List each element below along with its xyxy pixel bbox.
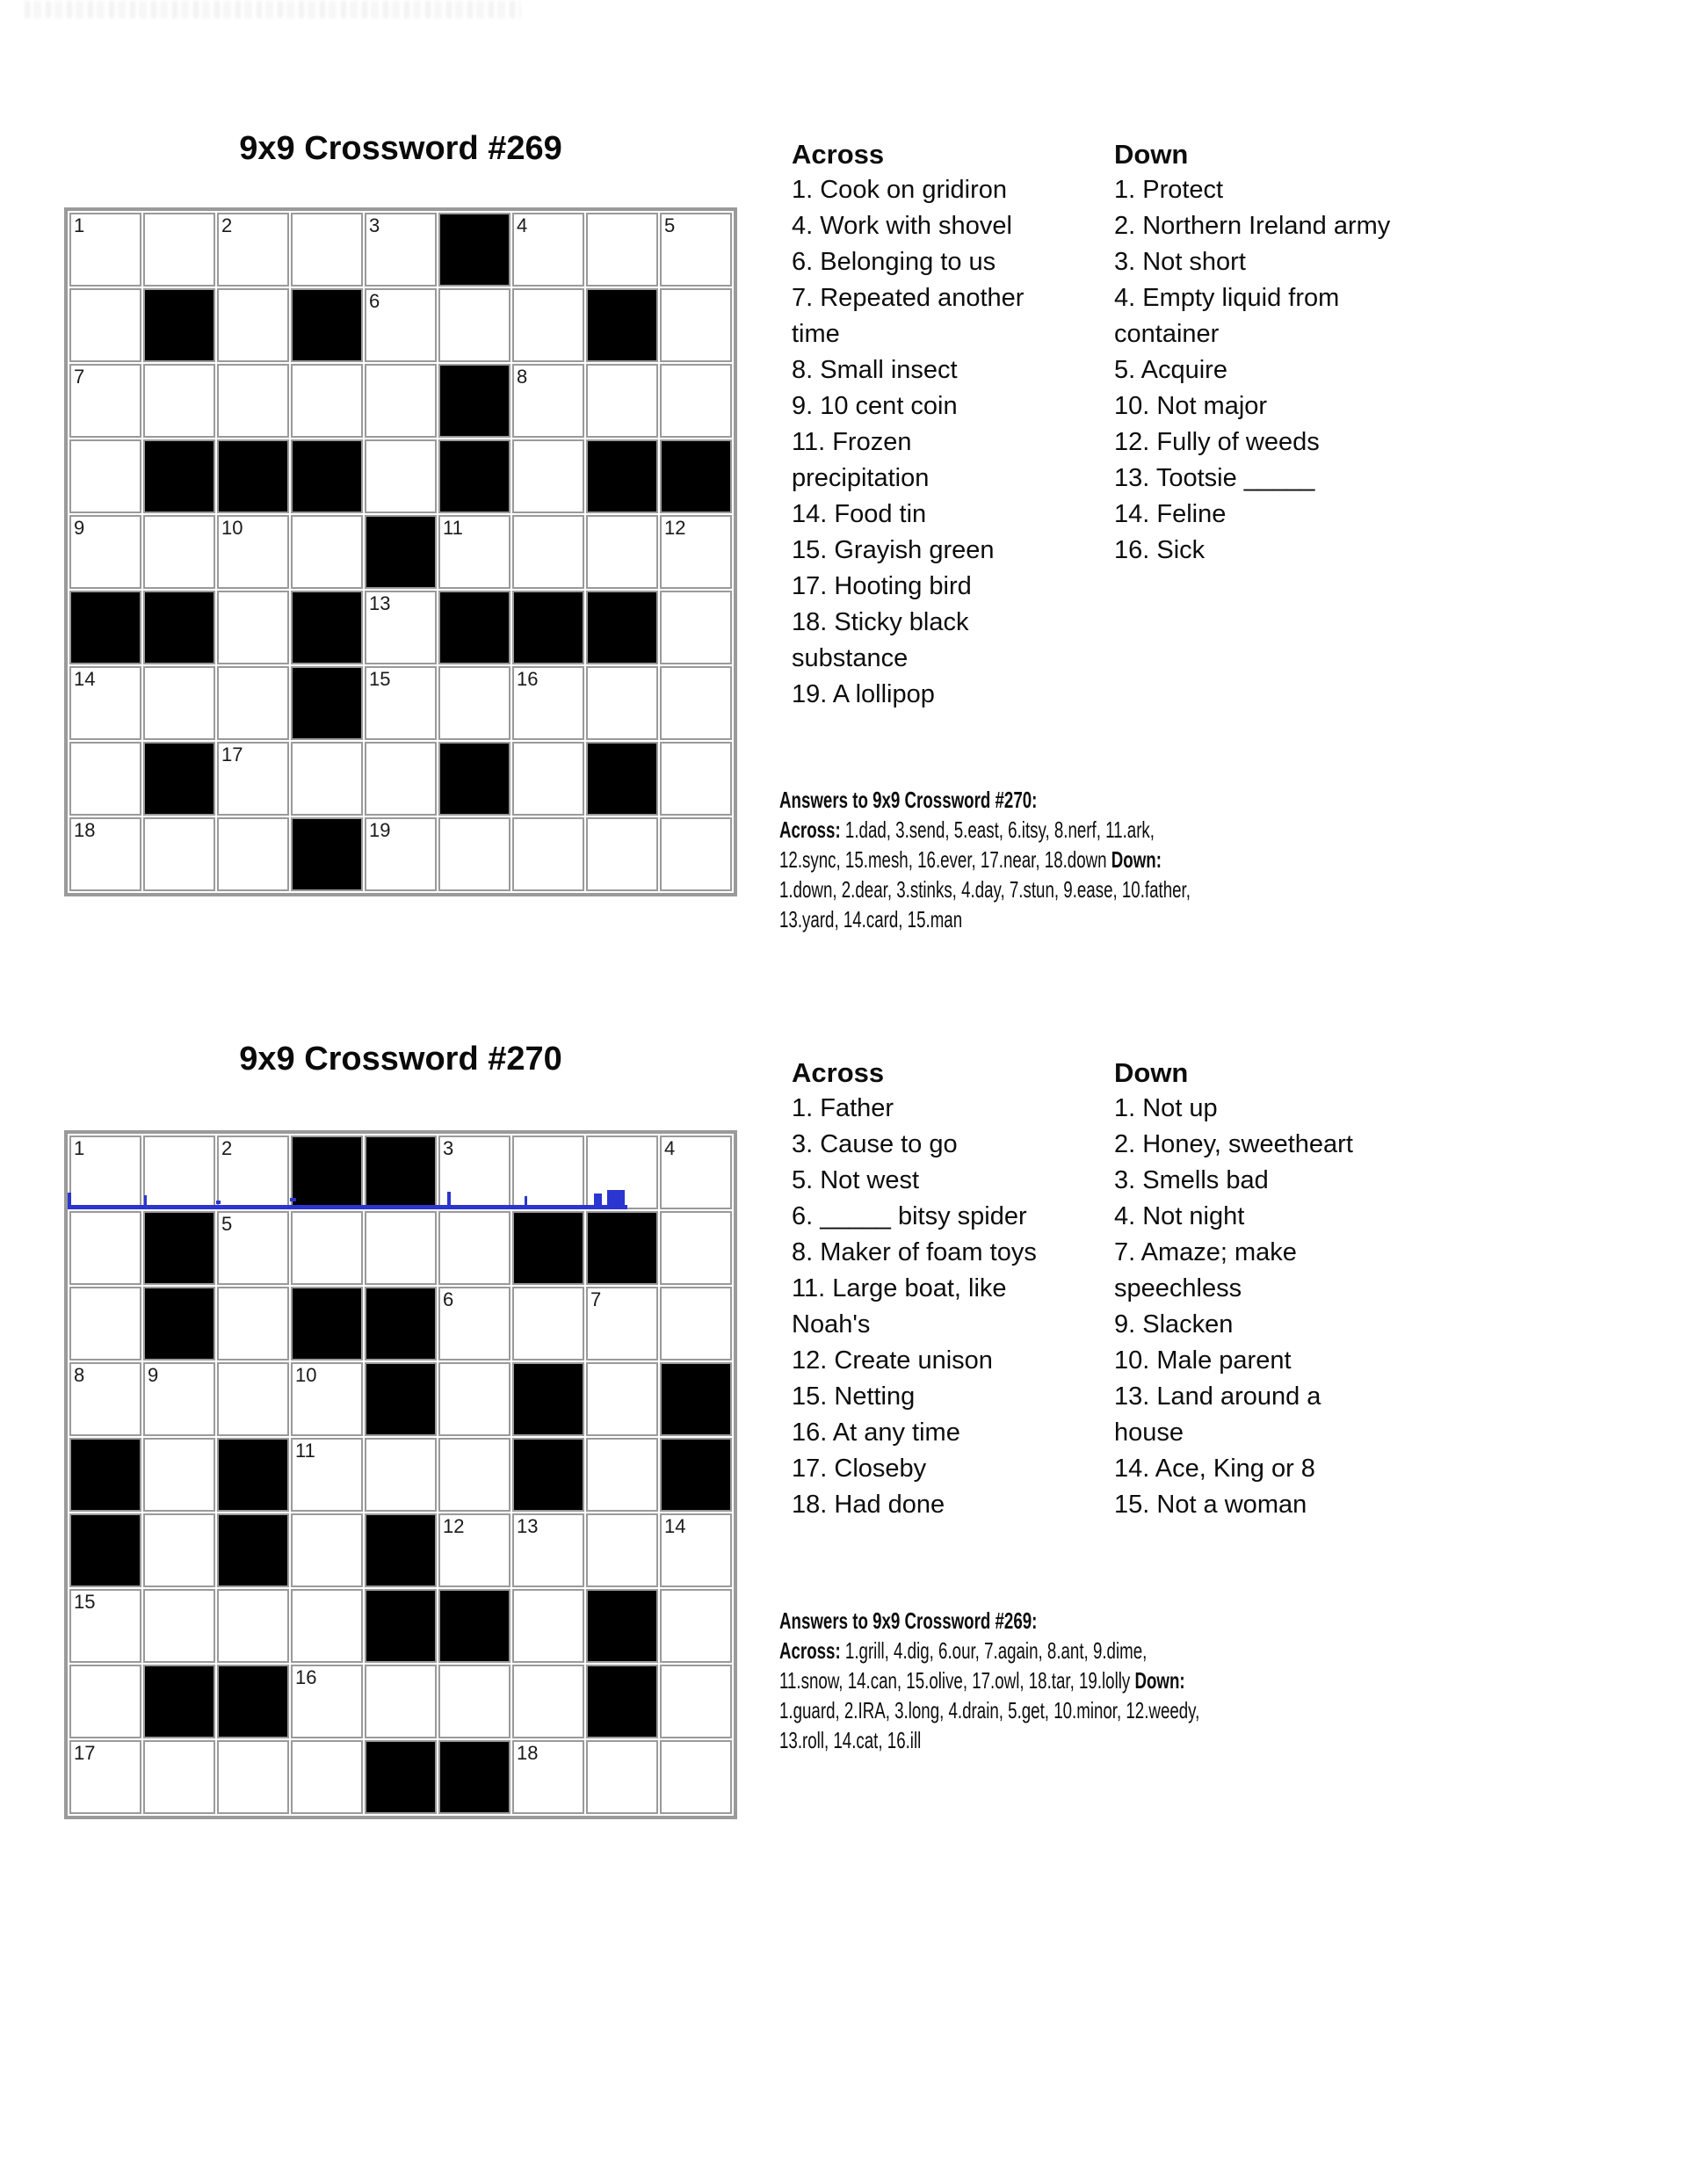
grid-cell bbox=[143, 1136, 215, 1209]
grid-cell bbox=[291, 1513, 363, 1587]
grid-cell bbox=[291, 515, 363, 589]
grid-cell-black bbox=[217, 439, 289, 513]
grid-cell bbox=[217, 742, 289, 816]
grid-cell bbox=[217, 1136, 289, 1209]
grid-cell-black bbox=[586, 742, 658, 816]
cell-number: 14 bbox=[74, 668, 96, 690]
grid-cell bbox=[512, 364, 584, 438]
cell-number: 13 bbox=[517, 1515, 539, 1537]
grid-cell bbox=[143, 1740, 215, 1814]
clue-line: 9. 10 cent coin bbox=[792, 392, 958, 420]
clue-line: 7. Amaze; make bbox=[1114, 1238, 1297, 1266]
cell-number: 3 bbox=[369, 214, 380, 236]
cell-number: 2 bbox=[221, 1137, 233, 1159]
grid-cell-black bbox=[291, 591, 363, 664]
grid-cell bbox=[660, 364, 732, 438]
grid-cell-black bbox=[69, 1438, 141, 1512]
grid-cell bbox=[586, 1287, 658, 1360]
puzzle-270-across-clues bbox=[792, 1055, 1037, 1523]
clue-line: 8. Maker of foam toys bbox=[792, 1238, 1037, 1266]
grid-cell bbox=[217, 1362, 289, 1436]
hyperlink-artifact-mark bbox=[594, 1194, 602, 1205]
cell-number: 15 bbox=[74, 1591, 96, 1613]
grid-cell bbox=[69, 213, 141, 287]
clue-line: 11. Large boat, like bbox=[792, 1274, 1007, 1302]
cell-number: 8 bbox=[74, 1364, 85, 1386]
grid-cell bbox=[69, 1665, 141, 1738]
puzzle-270-title: 9x9 Crossword #270 bbox=[239, 1041, 562, 1077]
clue-line: 5. Not west bbox=[792, 1166, 920, 1194]
grid-cell-black bbox=[143, 439, 215, 513]
cell-number: 10 bbox=[295, 1364, 317, 1386]
grid-cell bbox=[365, 1665, 437, 1738]
grid-cell bbox=[69, 364, 141, 438]
cell-number: 13 bbox=[369, 592, 391, 614]
answer-line: 13.roll, 14.cat, 16.ill bbox=[779, 1727, 922, 1753]
grid-cell-black bbox=[291, 666, 363, 740]
grid-cell bbox=[512, 1136, 584, 1209]
grid-cell bbox=[586, 364, 658, 438]
grid-cell bbox=[512, 213, 584, 287]
grid-cell-black bbox=[143, 591, 215, 664]
grid-cell bbox=[365, 742, 437, 816]
clue-line: 3. Cause to go bbox=[792, 1130, 958, 1158]
grid-cell-black bbox=[365, 1136, 437, 1209]
grid-cell-black bbox=[143, 1211, 215, 1285]
clue-line: time bbox=[792, 320, 840, 348]
grid-cell-black bbox=[291, 1136, 363, 1209]
grid-cell bbox=[586, 817, 658, 891]
clue-line: 18. Had done bbox=[792, 1491, 945, 1519]
grid-cell bbox=[438, 515, 510, 589]
grid-cell-black bbox=[586, 591, 658, 664]
clue-line: 15. Netting bbox=[792, 1382, 916, 1411]
grid-cell bbox=[143, 1513, 215, 1587]
grid-cell bbox=[291, 364, 363, 438]
hyperlink-artifact-mark bbox=[216, 1201, 221, 1204]
grid-cell bbox=[438, 1438, 510, 1512]
clue-line: 1. Father bbox=[792, 1094, 894, 1122]
cell-number: 2 bbox=[221, 214, 233, 236]
hyperlink-artifact-mark bbox=[447, 1192, 451, 1205]
cell-number: 8 bbox=[517, 366, 528, 388]
grid-cell bbox=[660, 1513, 732, 1587]
crossword-grid-270 bbox=[64, 1130, 737, 1819]
cell-number: 4 bbox=[664, 1137, 676, 1159]
clue-line: speechless bbox=[1114, 1274, 1242, 1302]
grid-cell bbox=[217, 666, 289, 740]
grid-cell bbox=[512, 288, 584, 362]
grid-cell-black bbox=[69, 591, 141, 664]
grid-cell bbox=[291, 742, 363, 816]
cell-number: 17 bbox=[221, 744, 243, 765]
cell-number: 6 bbox=[369, 290, 380, 312]
cell-number: 16 bbox=[295, 1666, 317, 1688]
grid-cell bbox=[660, 1740, 732, 1814]
cell-number: 7 bbox=[590, 1288, 602, 1310]
hyperlink-artifact-mark bbox=[607, 1190, 625, 1205]
grid-cell bbox=[217, 817, 289, 891]
grid-cell bbox=[660, 817, 732, 891]
grid-cell bbox=[217, 1589, 289, 1663]
grid-cell-black bbox=[143, 742, 215, 816]
grid-cell bbox=[660, 1287, 732, 1360]
grid-cell-black bbox=[143, 1665, 215, 1738]
page-top-scan-noise bbox=[25, 1, 521, 18]
answer-line: Across: 1.grill, 4.dig, 6.our, 7.again, 8.ant, 9.dime, bbox=[779, 1637, 1148, 1664]
clue-line: 10. Not major bbox=[1114, 392, 1268, 420]
grid-cell bbox=[586, 666, 658, 740]
grid-cell bbox=[365, 213, 437, 287]
puzzle-270-down-clues bbox=[1114, 1055, 1353, 1523]
grid-cell bbox=[660, 1589, 732, 1663]
cell-number: 1 bbox=[74, 1137, 85, 1159]
answers-to-269-block bbox=[779, 1606, 1363, 1755]
grid-cell bbox=[217, 364, 289, 438]
clue-line: 13. Land around a bbox=[1114, 1382, 1321, 1411]
grid-cell bbox=[69, 666, 141, 740]
clue-line: 4. Not night bbox=[1114, 1202, 1245, 1230]
grid-cell bbox=[660, 742, 732, 816]
grid-cell bbox=[438, 817, 510, 891]
grid-cell bbox=[512, 515, 584, 589]
answer-line: 1.guard, 2.IRA, 3.long, 4.drain, 5.get, 10.minor, 12.weedy, bbox=[779, 1697, 1200, 1723]
answer-line: Answers to 9x9 Crossword #269: bbox=[779, 1607, 1038, 1634]
grid-cell bbox=[586, 515, 658, 589]
grid-cell bbox=[69, 817, 141, 891]
grid-cell bbox=[365, 666, 437, 740]
clue-line: 4. Empty liquid from bbox=[1114, 284, 1340, 312]
clue-line: precipitation bbox=[792, 464, 930, 492]
answer-line: 1.down, 2.dear, 3.stinks, 4.day, 7.stun, 9.ease, 10.father, bbox=[779, 876, 1191, 903]
cell-number: 5 bbox=[221, 1213, 233, 1235]
grid-cell bbox=[291, 1589, 363, 1663]
grid-cell-black bbox=[69, 1513, 141, 1587]
grid-cell-black bbox=[660, 439, 732, 513]
grid-cell-black bbox=[438, 1740, 510, 1814]
grid-cell-black bbox=[365, 515, 437, 589]
grid-cell bbox=[660, 288, 732, 362]
grid-cell bbox=[512, 1513, 584, 1587]
across-header: Across bbox=[792, 139, 885, 170]
cell-number: 7 bbox=[74, 366, 85, 388]
grid-cell bbox=[660, 1211, 732, 1285]
clue-line: 10. Male parent bbox=[1114, 1346, 1292, 1375]
grid-cell-black bbox=[660, 1362, 732, 1436]
grid-cell-black bbox=[586, 1589, 658, 1663]
clue-line: 14. Feline bbox=[1114, 500, 1227, 528]
grid-cell bbox=[143, 1438, 215, 1512]
grid-cell-black bbox=[586, 439, 658, 513]
clue-line: 1. Cook on gridiron bbox=[792, 176, 1008, 204]
grid-cell bbox=[69, 1136, 141, 1209]
grid-cell bbox=[660, 1665, 732, 1738]
grid-cell-black bbox=[291, 1287, 363, 1360]
grid-cell bbox=[512, 1287, 584, 1360]
grid-cell-black bbox=[512, 1438, 584, 1512]
grid-cell bbox=[586, 213, 658, 287]
grid-cell-black bbox=[217, 1438, 289, 1512]
cell-number: 12 bbox=[664, 517, 686, 539]
puzzle-269-down-clues bbox=[1114, 136, 1390, 569]
grid-cell bbox=[512, 817, 584, 891]
cell-number: 9 bbox=[74, 517, 85, 539]
clue-line: 5. Acquire bbox=[1114, 356, 1227, 384]
grid-cell-black bbox=[438, 364, 510, 438]
grid-cell bbox=[217, 213, 289, 287]
grid-cell bbox=[512, 1665, 584, 1738]
grid-cell-black bbox=[586, 1211, 658, 1285]
cell-number: 5 bbox=[664, 214, 676, 236]
grid-cell-black bbox=[291, 439, 363, 513]
grid-cell bbox=[438, 1211, 510, 1285]
grid-cell-black bbox=[365, 1589, 437, 1663]
grid-cell bbox=[69, 1740, 141, 1814]
grid-cell bbox=[365, 591, 437, 664]
answer-line: 12.sync, 15.mesh, 16.ever, 17.near, 18.down Down: bbox=[779, 846, 1162, 873]
grid-cell bbox=[217, 515, 289, 589]
grid-cell bbox=[438, 288, 510, 362]
grid-cell bbox=[217, 288, 289, 362]
grid-cell bbox=[512, 1589, 584, 1663]
grid-cell bbox=[438, 666, 510, 740]
grid-cell bbox=[438, 1665, 510, 1738]
grid-cell bbox=[365, 364, 437, 438]
answer-line: Across: 1.dad, 3.send, 5.east, 6.itsy, 8.nerf, 11.ark, bbox=[779, 816, 1155, 843]
grid-cell bbox=[143, 1589, 215, 1663]
grid-cell bbox=[217, 1287, 289, 1360]
grid-cell bbox=[512, 439, 584, 513]
grid-cell bbox=[660, 666, 732, 740]
cell-number: 11 bbox=[295, 1440, 315, 1462]
clue-line: house bbox=[1114, 1419, 1184, 1447]
grid-cell bbox=[660, 591, 732, 664]
clue-line: 16. Sick bbox=[1114, 536, 1206, 564]
cell-number: 17 bbox=[74, 1742, 96, 1764]
grid-cell-black bbox=[365, 1740, 437, 1814]
grid-cell-black bbox=[438, 213, 510, 287]
clue-line: 17. Hooting bird bbox=[792, 572, 972, 600]
puzzle-269-title: 9x9 Crossword #269 bbox=[239, 130, 562, 167]
grid-cell-black bbox=[291, 288, 363, 362]
across-header: Across bbox=[792, 1057, 885, 1088]
cell-number: 14 bbox=[664, 1515, 686, 1537]
grid-cell-black bbox=[365, 1513, 437, 1587]
grid-cell bbox=[365, 1438, 437, 1512]
grid-cell bbox=[586, 1438, 658, 1512]
clue-line: container bbox=[1114, 320, 1220, 348]
grid-cell-black bbox=[291, 817, 363, 891]
hyperlink-artifact-mark bbox=[290, 1198, 296, 1201]
grid-cell bbox=[291, 1438, 363, 1512]
grid-cell bbox=[69, 1211, 141, 1285]
grid-cell bbox=[217, 1211, 289, 1285]
grid-cell-black bbox=[143, 288, 215, 362]
grid-cell bbox=[291, 1362, 363, 1436]
grid-cell bbox=[291, 1665, 363, 1738]
cell-number: 10 bbox=[221, 517, 243, 539]
grid-cell bbox=[365, 439, 437, 513]
clue-line: 14. Food tin bbox=[792, 500, 927, 528]
clue-line: 11. Frozen bbox=[792, 428, 912, 456]
answer-line: Answers to 9x9 Crossword #270: bbox=[779, 787, 1038, 813]
grid-cell bbox=[143, 666, 215, 740]
grid-cell bbox=[69, 439, 141, 513]
clue-line: 15. Grayish green bbox=[792, 536, 995, 564]
grid-cell bbox=[586, 1362, 658, 1436]
grid-cell bbox=[438, 1287, 510, 1360]
grid-cell-black bbox=[365, 1362, 437, 1436]
clue-line: 1. Not up bbox=[1114, 1094, 1218, 1122]
cell-number: 15 bbox=[369, 668, 391, 690]
grid-cell bbox=[143, 1362, 215, 1436]
grid-cell-black bbox=[586, 1665, 658, 1738]
clue-line: Noah's bbox=[792, 1310, 871, 1339]
grid-cell-black bbox=[217, 1513, 289, 1587]
grid-cell bbox=[365, 1211, 437, 1285]
clue-line: 2. Honey, sweetheart bbox=[1114, 1130, 1353, 1158]
clue-line: 12. Fully of weeds bbox=[1114, 428, 1320, 456]
clue-line: 1. Protect bbox=[1114, 176, 1224, 204]
clue-line: 3. Not short bbox=[1114, 248, 1246, 276]
cell-number: 18 bbox=[74, 819, 96, 841]
clue-line: 12. Create unison bbox=[792, 1346, 993, 1375]
clue-line: 15. Not a woman bbox=[1114, 1491, 1307, 1519]
puzzle-269-across-clues bbox=[792, 136, 1024, 713]
answer-line: 11.snow, 14.can, 15.olive, 17.owl, 18.tar, 19.lolly Down: bbox=[779, 1667, 1185, 1694]
grid-cell bbox=[143, 364, 215, 438]
clue-line: 6. _____ bitsy spider bbox=[792, 1202, 1027, 1230]
clue-line: 16. At any time bbox=[792, 1419, 960, 1447]
clue-line: 14. Ace, King or 8 bbox=[1114, 1455, 1315, 1483]
grid-cell bbox=[512, 1740, 584, 1814]
cell-number: 6 bbox=[443, 1288, 454, 1310]
grid-cell bbox=[291, 1211, 363, 1285]
grid-cell bbox=[438, 1513, 510, 1587]
grid-cell bbox=[586, 1740, 658, 1814]
cell-number: 1 bbox=[74, 214, 85, 236]
grid-cell-black bbox=[438, 439, 510, 513]
grid-cell bbox=[69, 288, 141, 362]
crossword-grid-269 bbox=[64, 207, 737, 896]
clue-line: 7. Repeated another bbox=[792, 284, 1025, 312]
clue-line: 9. Slacken bbox=[1114, 1310, 1234, 1339]
grid-cell bbox=[660, 213, 732, 287]
clue-line: 19. A lollipop bbox=[792, 680, 935, 708]
grid-cell bbox=[143, 817, 215, 891]
grid-cell-black bbox=[586, 288, 658, 362]
hyperlink-underline bbox=[68, 1205, 627, 1209]
clue-line: substance bbox=[792, 644, 909, 672]
grid-cell-black bbox=[438, 742, 510, 816]
clue-line: 4. Work with shovel bbox=[792, 212, 1012, 240]
grid-cell bbox=[660, 515, 732, 589]
clue-line: 8. Small insect bbox=[792, 356, 958, 384]
cell-number: 12 bbox=[443, 1515, 465, 1537]
clue-line: 3. Smells bad bbox=[1114, 1166, 1269, 1194]
cell-number: 19 bbox=[369, 819, 391, 841]
clue-line: 18. Sticky black bbox=[792, 608, 969, 636]
grid-cell-black bbox=[365, 1287, 437, 1360]
grid-cell-black bbox=[512, 591, 584, 664]
clue-line: 2. Northern Ireland army bbox=[1114, 212, 1391, 240]
answer-line: 13.yard, 14.card, 15.man bbox=[779, 906, 963, 932]
grid-cell bbox=[69, 1362, 141, 1436]
grid-cell bbox=[438, 1362, 510, 1436]
grid-cell bbox=[660, 1136, 732, 1209]
grid-cell-black bbox=[512, 1362, 584, 1436]
clue-line: 6. Belonging to us bbox=[792, 248, 996, 276]
grid-cell bbox=[512, 742, 584, 816]
grid-cell-black bbox=[438, 591, 510, 664]
grid-cell bbox=[69, 1287, 141, 1360]
clue-line: 13. Tootsie _____ bbox=[1114, 464, 1315, 492]
grid-cell bbox=[143, 213, 215, 287]
cell-number: 16 bbox=[517, 668, 539, 690]
cell-number: 18 bbox=[517, 1742, 539, 1764]
down-header: Down bbox=[1114, 1057, 1189, 1088]
hyperlink-artifact-mark bbox=[525, 1196, 527, 1205]
grid-cell bbox=[217, 1740, 289, 1814]
grid-cell-black bbox=[143, 1287, 215, 1360]
hyperlink-artifact-mark bbox=[68, 1193, 71, 1205]
grid-cell bbox=[365, 817, 437, 891]
grid-cell bbox=[586, 1513, 658, 1587]
grid-cell bbox=[365, 288, 437, 362]
grid-cell-black bbox=[512, 1211, 584, 1285]
cell-number: 3 bbox=[443, 1137, 454, 1159]
cell-number: 11 bbox=[443, 517, 463, 539]
down-header: Down bbox=[1114, 139, 1189, 170]
grid-cell bbox=[69, 515, 141, 589]
grid-cell-black bbox=[438, 1589, 510, 1663]
grid-cell bbox=[217, 591, 289, 664]
hyperlink-artifact-mark bbox=[144, 1195, 147, 1205]
grid-cell bbox=[69, 742, 141, 816]
grid-cell bbox=[69, 1589, 141, 1663]
grid-cell bbox=[291, 213, 363, 287]
grid-cell bbox=[291, 1740, 363, 1814]
grid-cell bbox=[143, 515, 215, 589]
answers-to-270-block bbox=[779, 785, 1350, 934]
clue-line: 17. Closeby bbox=[792, 1455, 927, 1483]
grid-cell bbox=[512, 666, 584, 740]
grid-cell-black bbox=[660, 1438, 732, 1512]
cell-number: 9 bbox=[148, 1364, 159, 1386]
grid-cell-black bbox=[217, 1665, 289, 1738]
cell-number: 4 bbox=[517, 214, 528, 236]
